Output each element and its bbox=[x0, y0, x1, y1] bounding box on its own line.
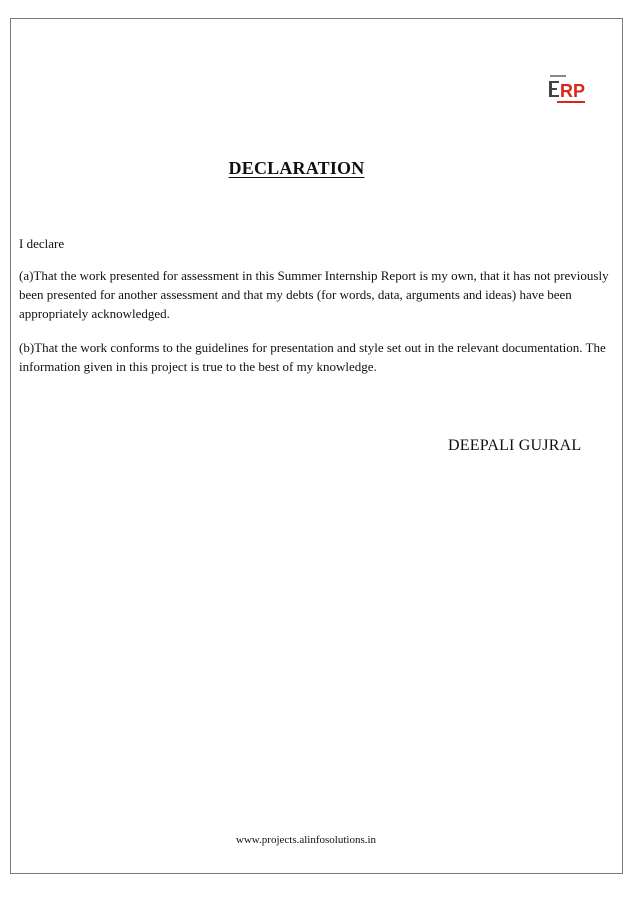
declaration-paragraph-b: (b)That the work conforms to the guidelines for presentation and style set out in the relevant documentation. The information given in this project is true to the best of my knowledge. bbox=[19, 340, 606, 374]
intro-text: I declare bbox=[19, 236, 65, 251]
erp-logo bbox=[547, 73, 595, 109]
signature-name: DEEPALI GUJRAL bbox=[448, 437, 582, 454]
declaration-paragraph-a: (a)That the work presented for assessment in this Summer Internship Report is my own, that it has not previously been presented for another assessment and that my debts (for words, data, arguments and ideas) have been appropriately acknowledged. bbox=[19, 268, 609, 321]
footer-url: www.projects.alinfosolutions.in bbox=[235, 834, 377, 846]
page-title: DECLARATION bbox=[228, 158, 365, 178]
svg-text:RP: RP bbox=[560, 81, 586, 101]
